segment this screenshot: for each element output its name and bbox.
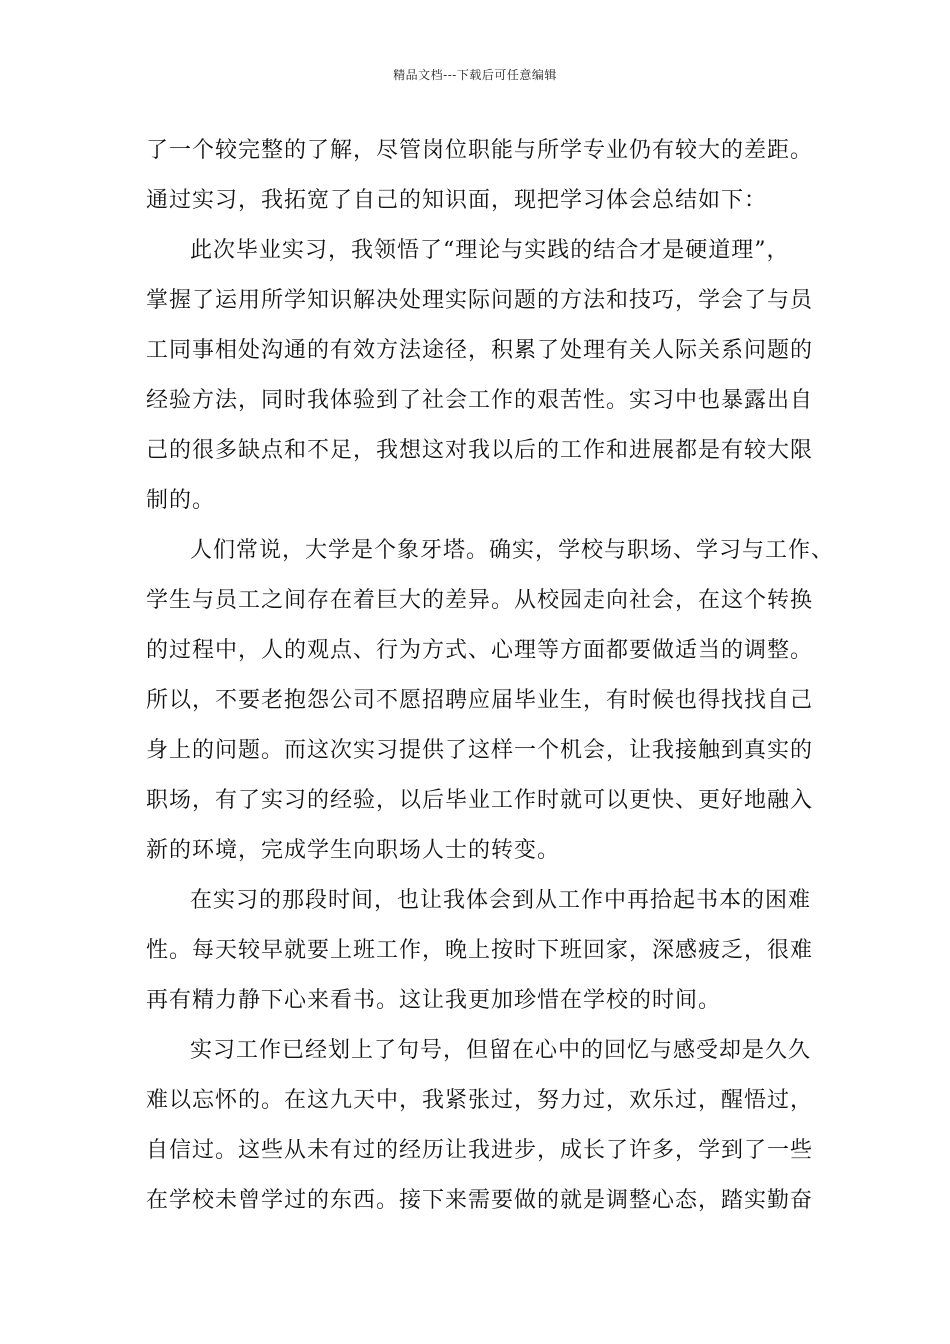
text-line: 了一个较完整的了解，尽管岗位职能与所学专业仍有较大的差距。: [146, 138, 814, 163]
text-line: 所以，不要老抱怨公司不愿招聘应届毕业生，有时候也得找找自己: [146, 688, 814, 713]
text-line: 再有精力静下心来看书。这让我更加珍惜在学校的时间。: [146, 988, 722, 1013]
text-line: 身上的问题。而这次实习提供了这样一个机会，让我接触到真实的: [146, 738, 814, 763]
page-header: 精品文档---下载后可任意编辑: [393, 68, 557, 82]
text-line: 工同事相处沟通的有效方法途径，积累了处理有关人际关系问题的: [146, 338, 814, 363]
paragraph-start-line: 人们常说，大学是个象牙塔。确实，学校与职场、学习与工作、: [190, 538, 835, 563]
paragraph-start-line: 此次毕业实习，我领悟了“理论与实践的结合才是硬道理”，: [190, 238, 790, 263]
text-line: 学生与员工之间存在着巨大的差异。从校园走向社会，在这个转换: [146, 588, 814, 613]
paragraph-start-line: 实习工作已经划上了句号，但留在心中的回忆与感受却是久久: [190, 1038, 812, 1063]
text-line: 己的很多缺点和不足，我想这对我以后的工作和进展都是有较大限: [146, 438, 814, 463]
text-line: 性。每天较早就要上班工作，晚上按时下班回家，深感疲乏，很难: [146, 938, 814, 963]
text-line: 新的环境，完成学生向职场人士的转变。: [146, 838, 561, 863]
paragraph-start-line: 在实习的那段时间，也让我体会到从工作中再拾起书本的困难: [190, 888, 812, 913]
text-line: 掌握了运用所学知识解决处理实际问题的方法和技巧，学会了与员: [146, 288, 814, 313]
text-line: 制的。: [146, 488, 216, 513]
text-line: 在学校未曾学过的东西。接下来需要做的就是调整心态，踏实勤奋: [146, 1188, 814, 1213]
text-line: 自信过。这些从未有过的经历让我进步，成长了许多，学到了一些: [146, 1138, 814, 1163]
text-line: 难以忘怀的。在这九天中，我紧张过，努力过，欢乐过，醒悟过，: [146, 1088, 814, 1113]
text-line: 经验方法，同时我体验到了社会工作的艰苦性。实习中也暴露出自: [146, 388, 814, 413]
text-line: 职场，有了实习的经验，以后毕业工作时就可以更快、更好地融入: [146, 788, 814, 813]
document-body: [146, 126, 835, 1226]
text-line: 的过程中，人的观点、行为方式、心理等方面都要做适当的调整。: [146, 638, 814, 663]
text-line: 通过实习，我拓宽了自己的知识面，现把学习体会总结如下：: [146, 188, 768, 213]
